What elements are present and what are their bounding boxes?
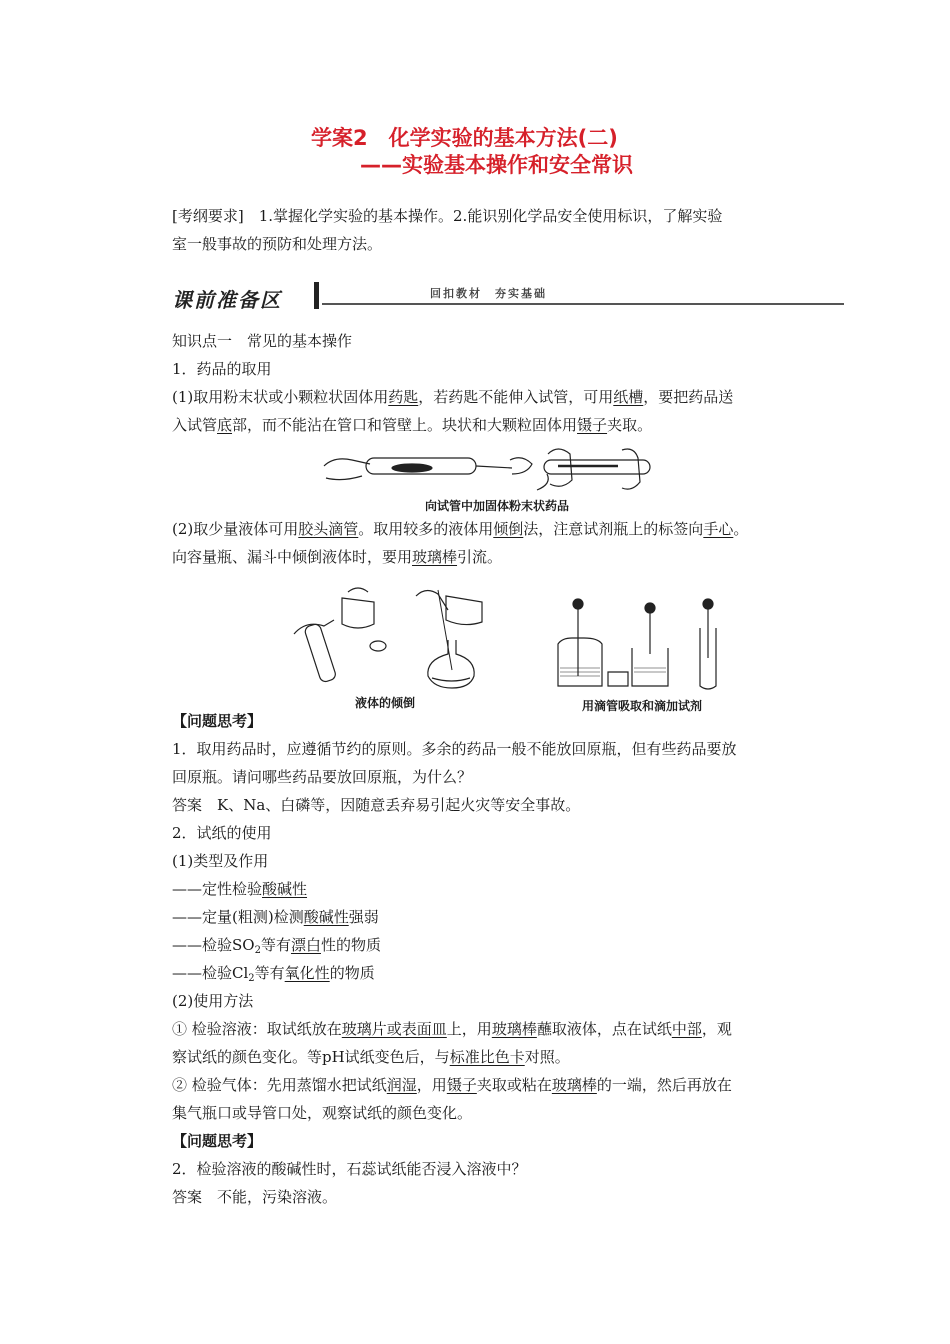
answer-blank: 漂白 (290, 936, 321, 954)
answer-blank: 酸碱性 (303, 908, 349, 926)
method-1-line-1: ① 检验溶液：取试纸放在玻璃片或表面皿上，用玻璃棒蘸取液体，点在试纸中部，观 (172, 1020, 732, 1038)
answer-blank: 胶头滴管 (298, 520, 359, 538)
type-2: ——定量(粗测)检测酸碱性强弱 (172, 908, 379, 926)
item-2-heading: 2．试纸的使用 (172, 824, 272, 842)
answer-blank: 药匙 (388, 388, 419, 406)
paragraph-2-line-1: (2)取少量液体可用胶头滴管。取用较多的液体用倾倒法，注意试剂瓶上的标签向手心。 (172, 520, 749, 538)
answer-blank: 玻璃片或表面皿 (341, 1020, 447, 1038)
answer-blank: 玻璃棒 (491, 1020, 537, 1038)
banner-divider (314, 282, 319, 309)
answer-blank: 玻璃棒 (551, 1076, 597, 1094)
methods-heading: (2)使用方法 (172, 992, 254, 1010)
figure-1-caption: 向试管中加固体粉末状药品 (425, 499, 570, 513)
question-1-line-2: 回原瓶。请问哪些药品要放回原瓶，为什么？ (172, 768, 473, 786)
answer-blank: 底 (217, 416, 233, 434)
answer-blank: 中部 (671, 1020, 702, 1038)
method-2-line-2: 集气瓶口或导管口处，观察试纸的颜色变化。 (172, 1104, 473, 1122)
paragraph-1-line-2: 入试管底部，而不能沾在管口和管壁上。块状和大颗粒固体用镊子夹取。 (172, 416, 653, 434)
answer-2: 答案 不能，污染溶液。 (172, 1188, 338, 1206)
question-label-1: 【问题思考】 (172, 712, 263, 730)
liquid-pouring-illustration (288, 580, 508, 690)
figure-2-caption: 液体的倾倒 (355, 696, 416, 710)
type-4: ——检验$Cl_2$等有氧化性的物质 (172, 964, 375, 984)
requirements-line-2: 室一般事故的预防和处理方法。 (172, 235, 383, 253)
item-1-heading: 1．药品的取用 (172, 360, 272, 378)
answer-blank: 润湿 (386, 1076, 417, 1094)
knowledge-heading: 知识点一 常见的基本操作 (172, 332, 353, 350)
figure-3-caption: 用滴管吸取和滴加试剂 (582, 699, 703, 713)
title-line-1: 学案2 化学实验的基本方法(二) (311, 126, 618, 150)
answer-blank: 手心 (703, 520, 734, 538)
answer-blank: 倾倒 (493, 520, 524, 538)
answer-blank: 镊子 (577, 416, 608, 434)
answer-blank: 镊子 (446, 1076, 477, 1094)
paragraph-1-line-1: (1)取用粉末状或小颗粒状固体用药匙，若药匙不能伸入试管，可用纸槽，要把药品送 (172, 388, 734, 406)
answer-1: 答案 K、Na、白磷等，因随意丢弃易引起火灾等安全事故。 (172, 796, 581, 814)
type-3: ——检验$SO_2$等有漂白性的物质 (172, 936, 381, 956)
method-1-line-2: 察试纸的颜色变化。等pH试纸变色后，与标准比色卡对照。 (172, 1048, 570, 1066)
answer-blank: 氧化性 (284, 964, 330, 982)
dropper-illustration (554, 598, 724, 692)
type-1: ——定性检验酸碱性 (172, 880, 308, 898)
answer-blank: 玻璃棒 (412, 548, 458, 566)
banner-rule (322, 303, 844, 305)
powder-adding-illustration (322, 444, 662, 496)
method-2-line-1: ② 检验气体：先用蒸馏水把试纸润湿，用镊子夹取或粘在玻璃棒的一端，然后再放在 (172, 1076, 732, 1094)
title-line-2: ——实验基本操作和安全常识 (360, 153, 633, 177)
banner-subtitle: 回扣教材 夯实基础 (430, 287, 547, 300)
answer-blank: 纸槽 (613, 388, 644, 406)
answer-blank: 标准比色卡 (449, 1048, 525, 1066)
paragraph-2-line-2: 向容量瓶、漏斗中倾倒液体时，要用玻璃棒引流。 (172, 548, 503, 566)
question-2: 2．检验溶液的酸碱性时，石蕊试纸能否浸入溶液中？ (172, 1160, 527, 1178)
types-heading: (1)类型及作用 (172, 852, 269, 870)
question-label-2: 【问题思考】 (172, 1132, 263, 1150)
answer-blank: 酸碱性 (262, 880, 308, 898)
question-1-line-1: 1．取用药品时，应遵循节约的原则。多余的药品一般不能放回原瓶，但有些药品要放 (172, 740, 737, 758)
requirements-line-1: [考纲要求] 1.掌握化学实验的基本操作。2.能识别化学品安全使用标识，了解实验 (172, 207, 723, 225)
section-banner (172, 281, 844, 311)
banner-title: 课前准备区 (172, 288, 282, 312)
